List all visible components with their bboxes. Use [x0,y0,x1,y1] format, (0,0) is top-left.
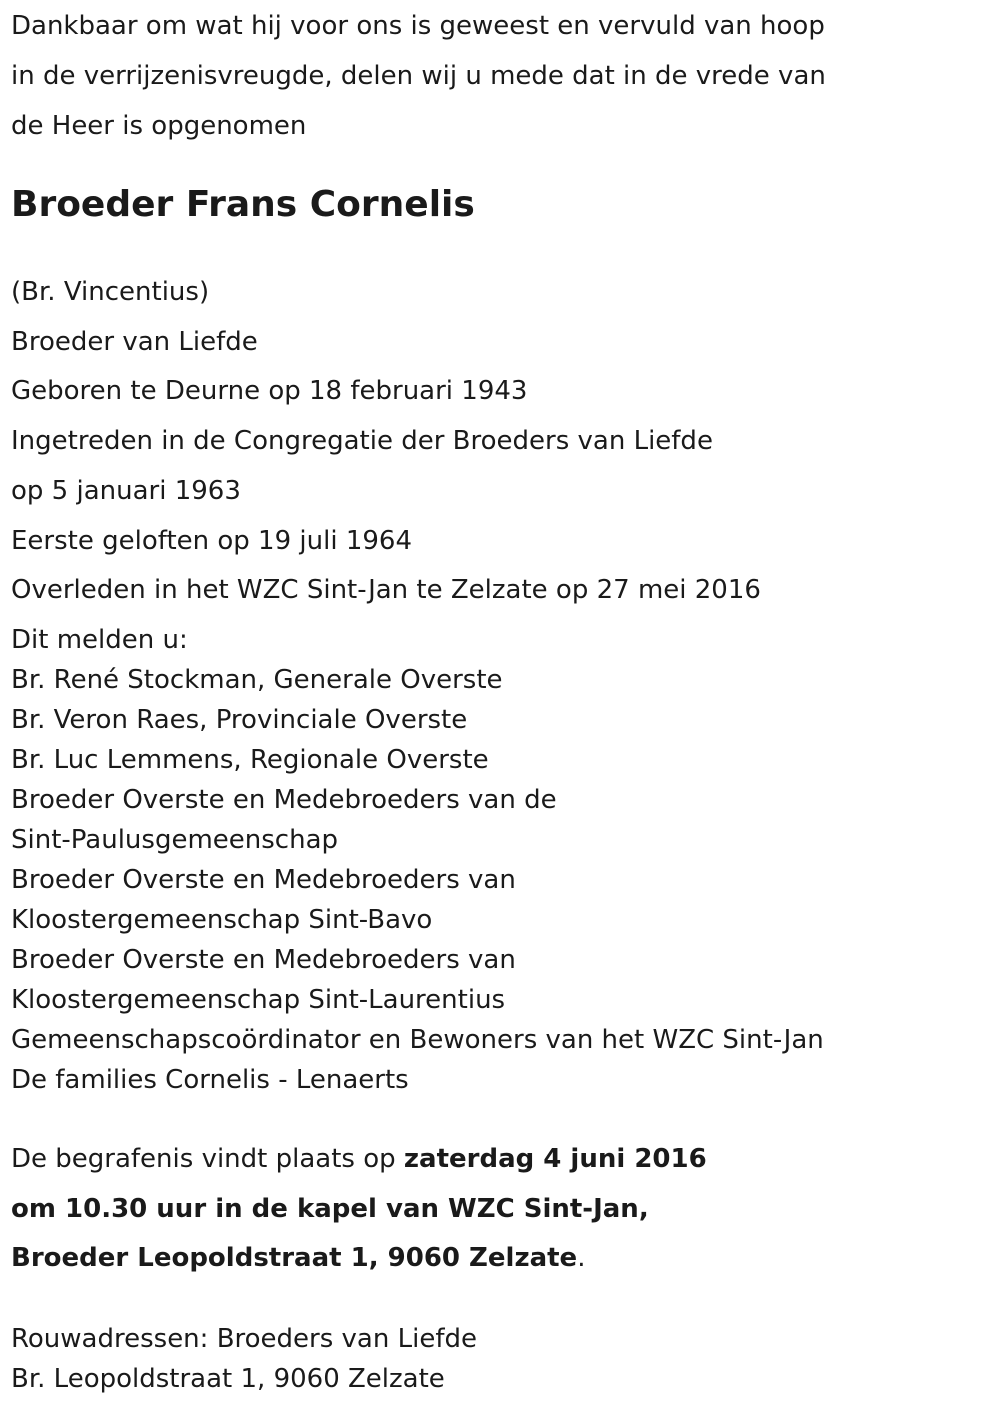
death-info: Overleden in het WZC Sint-Jan te Zelzate op 27 mei 2016 [11,575,761,606]
funeral-prefix: De begrafenis vindt plaats op [11,1144,404,1174]
intro-line: in de verrijzenisvreugde, delen wij u mede dat in de vrede van [11,61,826,91]
intro-line: Dankbaar om wat hij voor ons is geweest en vervuld van hoop [11,11,825,41]
list-item: Broeder Overste en Medebroeders van [11,865,516,895]
intro-text [11,0,991,151]
list-item: Br. Veron Raes, Provinciale Overste [11,705,468,735]
funeral-date: zaterdag 4 juni 2016 [403,1144,707,1174]
list-item: Kloostergemeenschap Sint-Laurentius [11,985,506,1015]
funeral-time-line [11,1185,707,1235]
funeral-address: Broeder Leopoldstraat 1, 9060 Zelzate [11,1243,578,1273]
funeral-suffix: . [577,1243,586,1273]
funeral-time-place: om 10.30 uur in de kapel van WZC Sint-Jan, [11,1193,649,1224]
mourning-address-line: Rouwadressen: Broeders van Liefde [11,1324,477,1354]
mourning-address [11,1319,477,1399]
obituary-card [11,0,991,1394]
list-item: Gemeenschapscoördinator en Bewoners van het WZC Sint-Jan [11,1025,824,1055]
deceased-name: Broeder Frans Cornelis [11,184,475,225]
list-item: Broeder Overste en Medebroeders van [11,945,516,975]
intro-line: de Heer is opgenomen [11,111,307,141]
biography-facts [11,268,761,616]
list-item: Br. Luc Lemmens, Regionale Overste [11,745,489,775]
list-item: Kloostergemeenschap Sint-Bavo [11,905,433,935]
birth-info: Geboren te Deurne op 18 februari 1943 [11,376,528,407]
list-item: De families Cornelis - Lenaerts [11,1065,409,1095]
announcers-list [11,620,824,1100]
list-item: Sint-Paulusgemeenschap [11,825,339,855]
funeral-date-line [11,1135,707,1185]
list-item: Broeder Overste en Medebroeders van de [11,785,557,815]
funeral-info [11,1135,707,1284]
vows-info: Eerste geloften op 19 juli 1964 [11,525,412,556]
entry-info: Ingetreden in de Congregatie der Broeders van Liefde [11,426,713,457]
congregation: Broeder van Liefde [11,326,258,357]
announcers-heading: Dit melden u: [11,625,188,655]
list-item: Br. René Stockman, Generale Overste [11,665,503,695]
religious-name: (Br. Vincentius) [11,277,210,307]
funeral-address-line [11,1234,707,1284]
entry-date: op 5 januari 1963 [11,475,241,506]
mourning-address-line: Br. Leopoldstraat 1, 9060 Zelzate [11,1364,445,1394]
